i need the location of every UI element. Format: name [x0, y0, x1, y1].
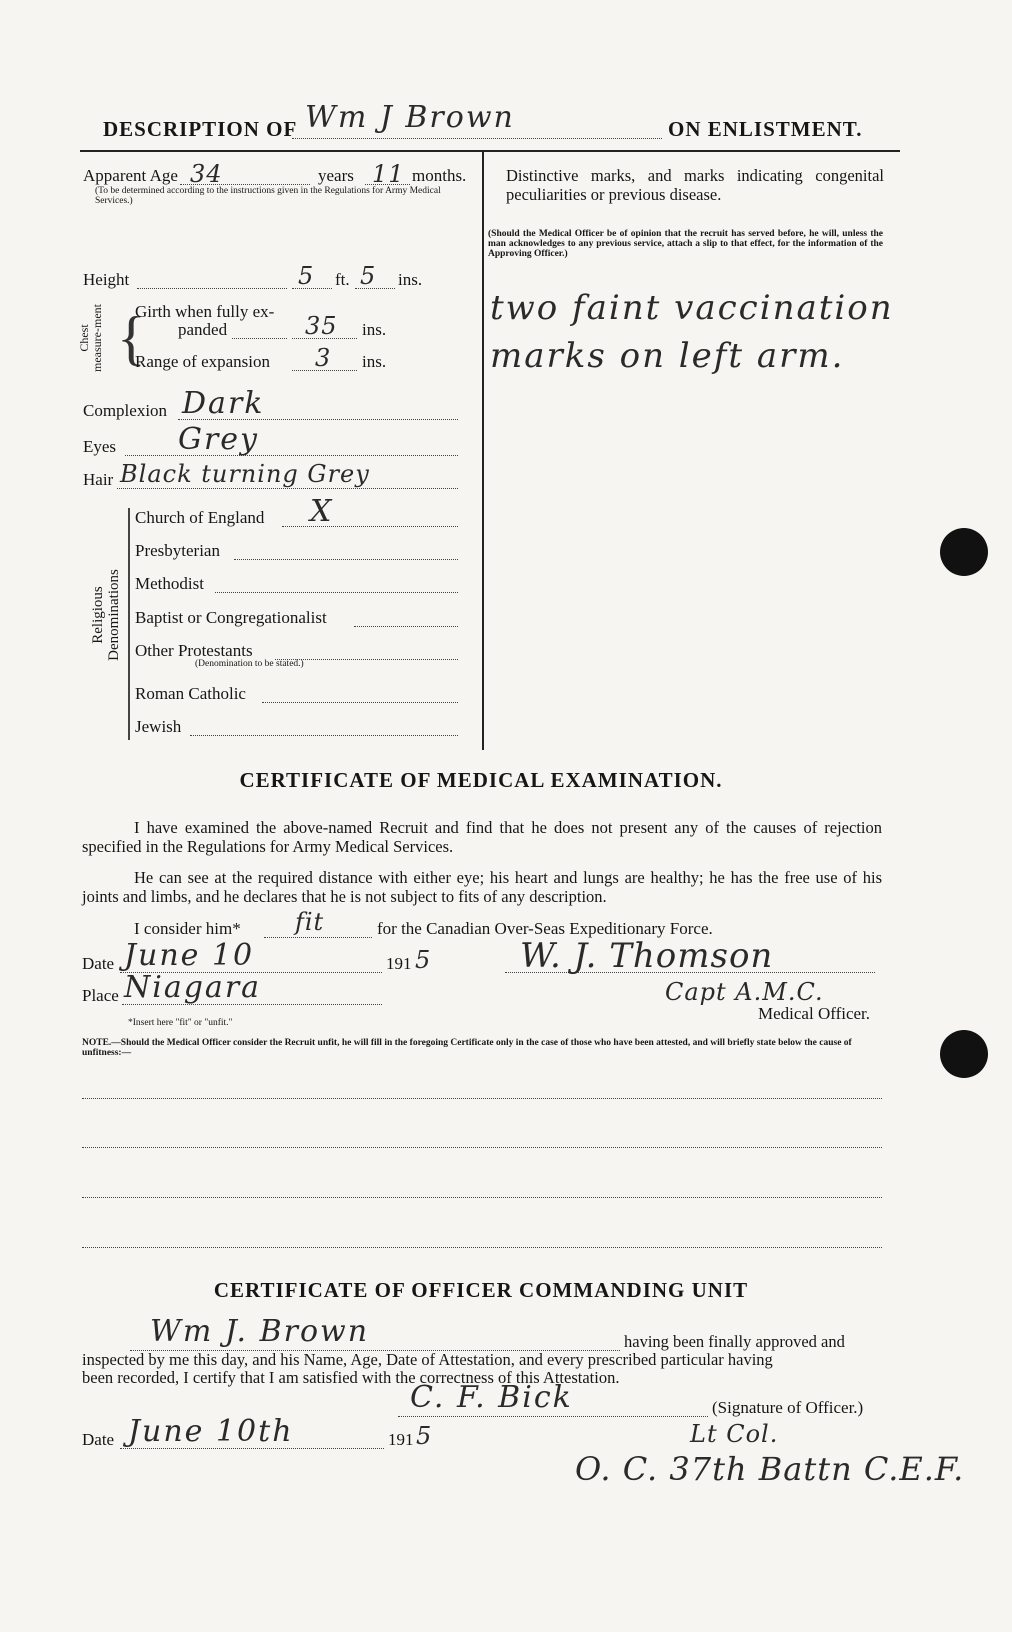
commanding-recruit-name: Wm J. Brown [150, 1314, 370, 1349]
height-label: Height [83, 270, 130, 289]
commanding-date-value: June 10th [128, 1414, 294, 1449]
height-in-value: 5 [360, 262, 377, 290]
years-label: years [318, 166, 354, 185]
girth-ins-label: ins. [362, 320, 387, 339]
medical-paragraph-1: I have examined the above-named Recruit and find that he does not present any of the causes of rejection specified in the Regulations for Army Medical Services. [82, 818, 882, 856]
church-mark: X [310, 494, 334, 529]
description-title-suffix: ON ENLISTMENT. [668, 117, 863, 141]
fitness-value: fit [295, 908, 325, 936]
recruit-name: Wm J Brown [305, 100, 515, 135]
hair-value: Black turning Grey [120, 460, 370, 488]
complexion-value: Dark [182, 386, 265, 421]
insert-note: *Insert here "fit" or "unfit." [128, 1018, 233, 1028]
age-note: (To be determined according to the instructions given in the Regulations for Army Medical Services.) [95, 186, 441, 206]
medical-officer-signature: W. J. Thomson [520, 936, 774, 976]
medical-year-label: 191 [386, 954, 412, 973]
medical-officer-rank: Capt A.M.C. [665, 978, 824, 1006]
commanding-year-value: 5 [416, 1422, 433, 1450]
punch-hole-upper [940, 528, 988, 576]
commanding-certificate-title: CERTIFICATE OF OFFICER COMMANDING UNIT [213, 1278, 749, 1302]
commanding-officer-signature: C. F. Bick [410, 1380, 573, 1415]
age-months-value: 11 [372, 160, 405, 188]
ft-label: ft. [335, 270, 350, 289]
consider-label: I consider him* [134, 919, 241, 938]
chest-label: Chest measure-ment [77, 304, 104, 372]
place-value: Niagara [124, 970, 262, 1005]
range-ins-label: ins. [362, 352, 387, 371]
commanding-date-label: Date [82, 1430, 115, 1449]
religious-denominations-label: Religious Denominations [90, 569, 122, 661]
denomination-other-protestants: Other Protestants [135, 641, 253, 660]
height-ins-label: ins. [398, 270, 423, 289]
medical-date-value: June 10 [124, 938, 255, 973]
eyes-value: Grey [178, 422, 260, 457]
force-label: for the Canadian Over-Seas Expeditionary Force. [377, 919, 713, 938]
chest-brace: { [117, 305, 146, 371]
medical-date-label: Date [82, 954, 115, 973]
denomination-roman-catholic: Roman Catholic [135, 684, 246, 703]
medical-certificate-title: CERTIFICATE OF MEDICAL EXAMINATION. [239, 768, 723, 792]
range-value: 3 [315, 344, 332, 372]
medical-note: NOTE.—Should the Medical Officer consider the Recruit unfit, he will fill in the foregoing Certificate only in the case of those who have been attested, and will briefly state below the cause of unfitness:— [82, 1038, 852, 1058]
denomination-note: (Denomination to be stated.) [195, 659, 304, 669]
girth-label-2: panded [178, 320, 228, 339]
commanding-text-1: having been finally approved and [624, 1332, 845, 1351]
description-title-prefix: DESCRIPTION OF [103, 117, 298, 141]
height-ft-value: 5 [298, 262, 315, 290]
commanding-officer-rank: Lt Col. [690, 1420, 779, 1448]
commanding-year-label: 191 [388, 1430, 414, 1449]
denomination-presbyterian: Presbyterian [135, 541, 220, 560]
commanding-text-2: inspected by me this day, and his Name, Age, Date of Attestation, and every prescribed particular having [82, 1350, 773, 1369]
apparent-age-label: Apparent Age [83, 166, 178, 185]
complexion-label: Complexion [83, 401, 168, 420]
commanding-unit: O. C. 37th Battn C.E.F. [575, 1450, 965, 1488]
distinctive-marks-note: (Should the Medical Officer be of opinion that the recruit has served before, he will, unless the man acknowledges to any previous service, attach a slip to that effect, for the information of the Approving Officer.) [488, 229, 883, 259]
medical-year-value: 5 [415, 946, 432, 974]
medical-paragraph-2: He can see at the required distance with either eye; his heart and lungs are healthy; he has the free use of his joints and limbs, and he declares that he is not subject to fits of any description. [82, 868, 882, 906]
place-label: Place [82, 986, 119, 1005]
commanding-text-3: been recorded, I certify that I am satisfied with the correctness of this Attestation. [82, 1368, 620, 1387]
age-years-value: 34 [190, 160, 223, 188]
girth-label-1: Girth when fully ex- [135, 302, 275, 321]
denomination-jewish: Jewish [135, 717, 182, 736]
range-label: Range of expansion [135, 352, 271, 371]
distinctive-marks-heading: Distinctive marks, and marks indicating congenital peculiarities or previous disease. [506, 166, 884, 204]
denomination-methodist: Methodist [135, 574, 204, 593]
hair-label: Hair [83, 470, 114, 489]
denomination-baptist: Baptist or Congregationalist [135, 608, 327, 627]
months-label: months. [412, 166, 467, 185]
distinctive-marks-line-2: marks on left arm. [490, 336, 845, 376]
denomination-church-of-england: Church of England [135, 508, 265, 527]
punch-hole-lower [940, 1030, 988, 1078]
girth-value: 35 [305, 312, 338, 340]
eyes-label: Eyes [83, 437, 117, 456]
medical-officer-label: Medical Officer. [758, 1004, 871, 1023]
distinctive-marks-line-1: two faint vaccination [490, 288, 894, 328]
commanding-signature-label: (Signature of Officer.) [712, 1398, 864, 1417]
